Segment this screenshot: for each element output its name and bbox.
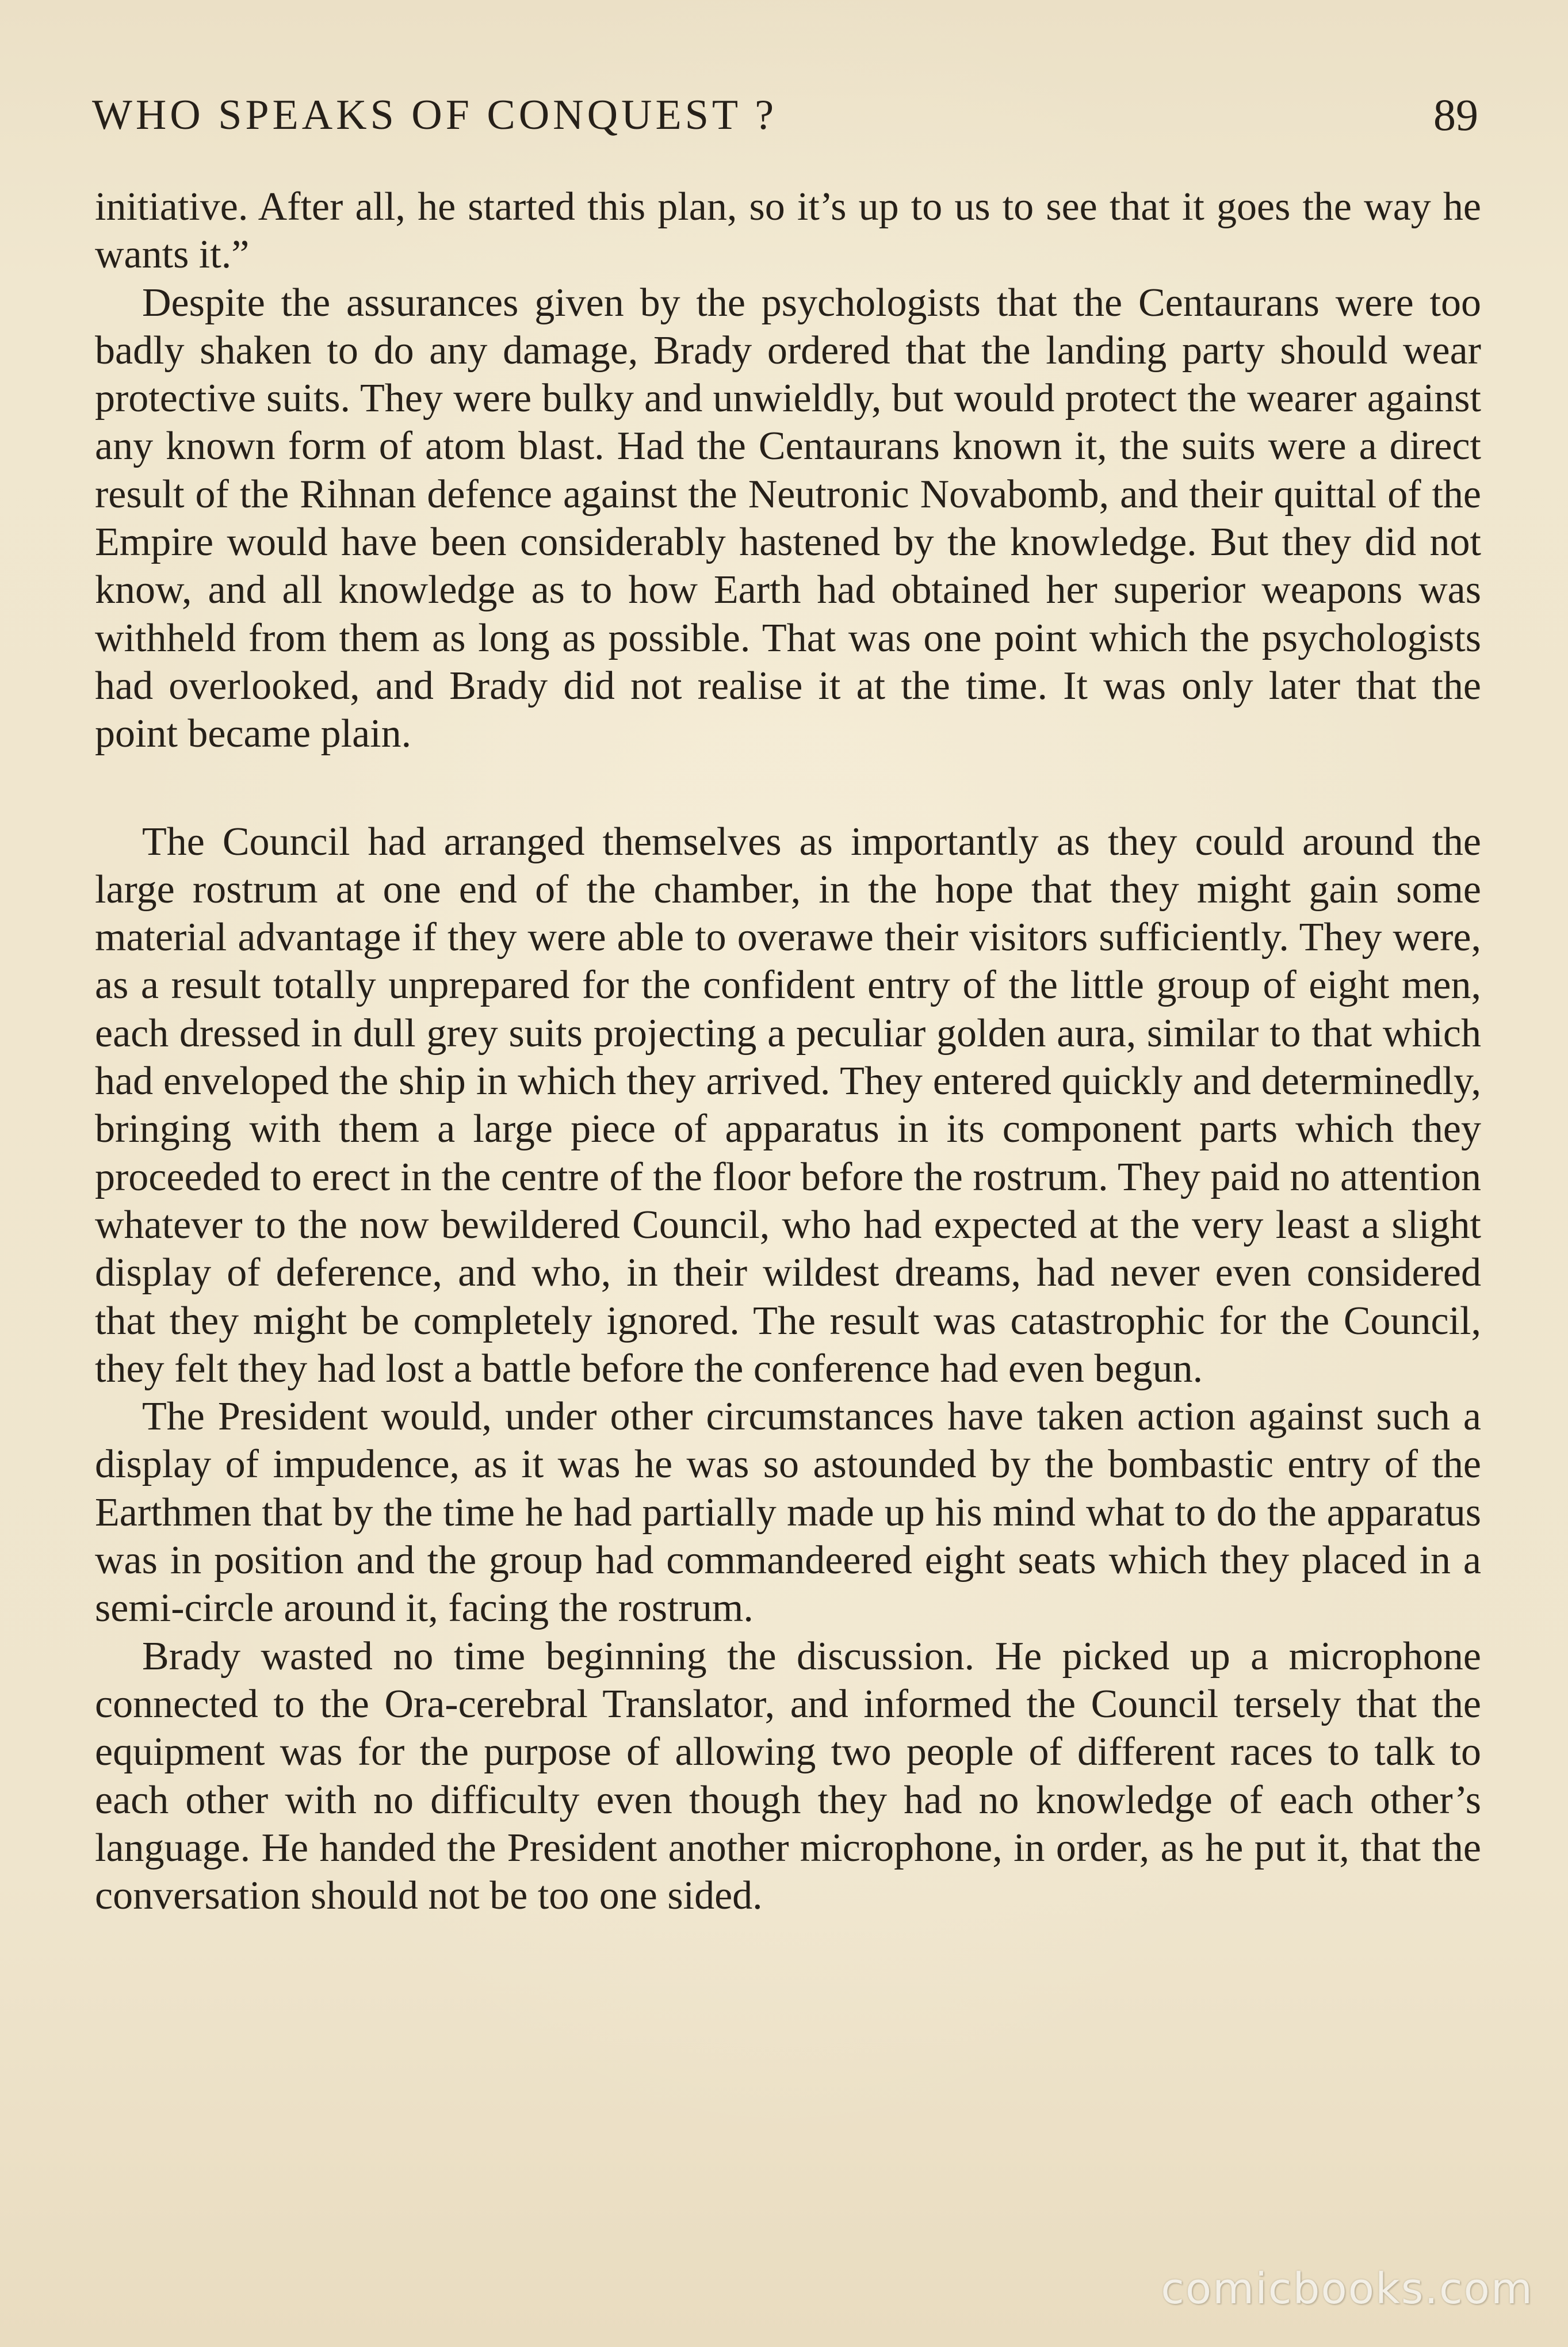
paragraph-protective-suits: Despite the assurances given by the psychologists that the Centaurans were too badly shaken to do any damage, Brady ordered that the landing party should wear protective suits. They were bulky and unwieldly, but would protect the wearer against any known form of atom blast. Had the Centaurans known it, the suits were a direct result of the Rihnan defence against the Neutronic Novabomb, and their quittal of the Empire would have been considerably hastened by the knowledge. But they did not know, and all knowledge as to how Earth had obtained her superior weapons was withheld from them as long as possible. That was one point which the psychologists had overlooked, and Brady did not realise it at the time. It was only later that the point became plain. — [95, 280, 1481, 756]
body-text — [95, 183, 1481, 1920]
section-break — [95, 758, 1481, 818]
page-header — [92, 86, 1478, 144]
paragraph-council-arranged: The Council had arranged themselves as importantly as they could around the large rostrum at one end of the chamber, in the hope that they might gain some material advantage if they were able to overawe their visitors sufficiently. They were, as a result totally unprepared for the confident entry of the little group of eight men, each dressed in dull grey suits projecting a peculiar golden aura, similar to that which had enveloped the ship in which they arrived. They entered quickly and determinedly, bringing with them a large piece of apparatus in its component parts which they proceeded to erect in the centre of the floor before the rostrum. They paid no attention whatever to the now bewildered Council, who had expected at the very least a slight display of deference, and who, in their wildest dreams, had never even considered that they might be completely ignored. The result was catastrophic for the Council, they felt they had lost a battle before the conference had even begun. — [95, 819, 1481, 1391]
running-head: WHO SPEAKS OF CONQUEST ? — [92, 91, 778, 139]
paragraph-president: The President would, under other circumstances have taken action against such a display of impudence, as it was he was so astounded by the bombastic entry of the Earthmen that by the time he had partially made up his mind what to do the apparatus was in position and the group had commandeered eight seats which they placed in a semi-circle around it, facing the rostrum. — [95, 1394, 1481, 1631]
paragraph-continuation: initiative. After all, he started this plan, so it’s up to us to see that it goes the way he wants it.” — [95, 185, 1481, 277]
watermark-logo: comicbooks.com — [1161, 2264, 1533, 2314]
page-number: 89 — [1433, 90, 1478, 140]
paragraph-brady-discussion: Brady wasted no time beginning the discussion. He picked up a microphone connected to the Ora-cerebral Translator, and informed the Council tersely that the equipment was for the purpose of allowing two people of different races to talk to each other with no difficulty even though they had no knowledge of each other’s language. He handed the President another microphone, in order, as he put it, that the conversation should not be too one sided. — [95, 1634, 1481, 1918]
